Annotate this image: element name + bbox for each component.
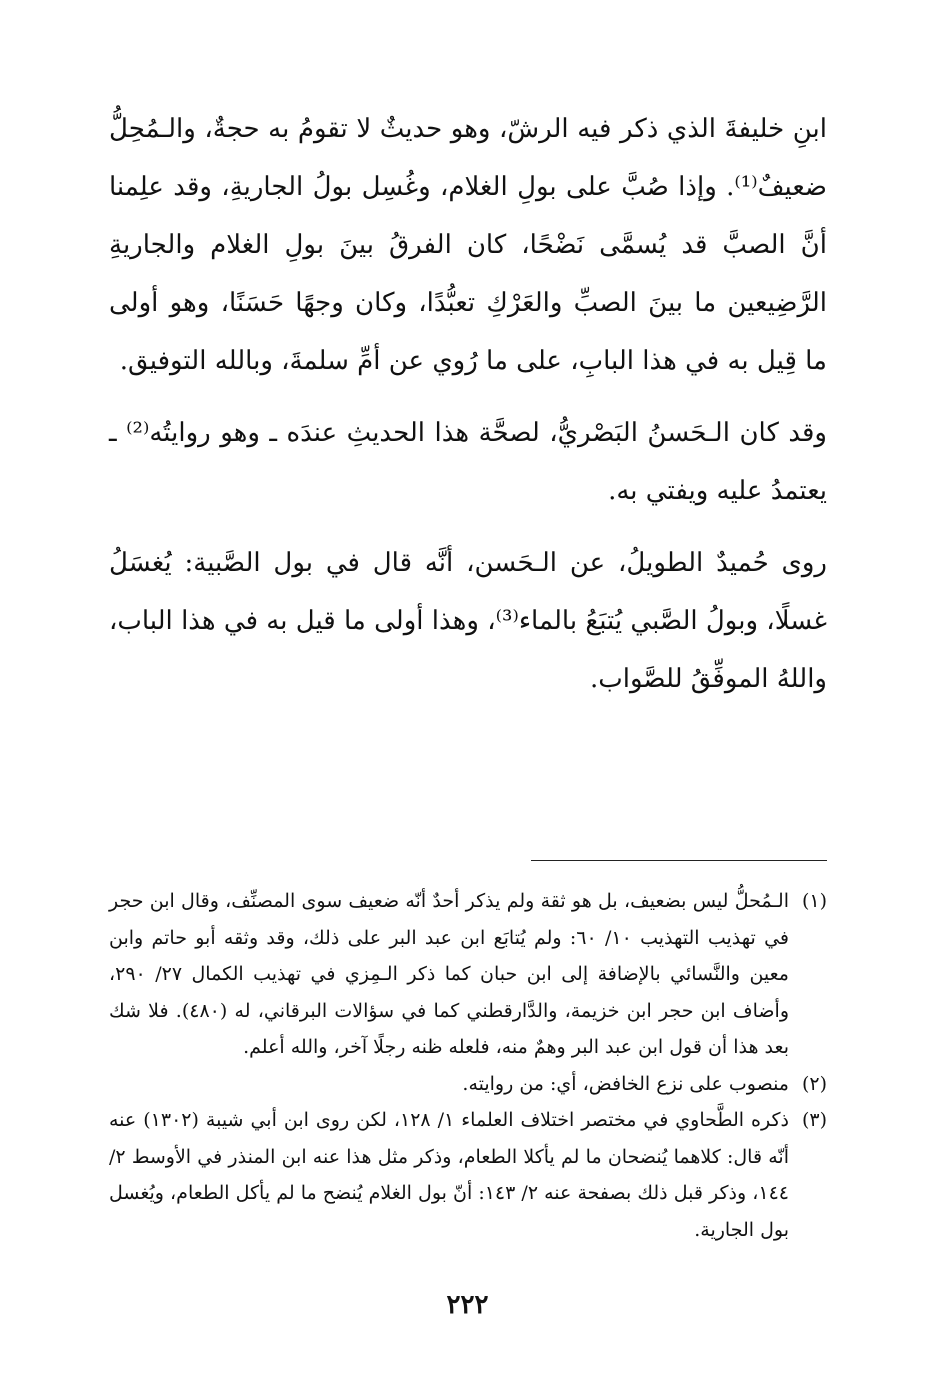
footnote-1	[109, 883, 827, 1066]
main-text	[109, 100, 827, 722]
footnote-2	[109, 1066, 827, 1103]
footnote-text: ذكره الطَّحاوي في مختصر اختلاف العلماء ١/ ١٢٨، لكن روى ابن أبي شيبة (١٣٠٢) عنه أنّه قال: كلاهما يُنضحان ما لم يأكلا الطعام، وذكر مثل هذا عنه ابن المنذر في الأوسط ٢/ ١٤٤، وذكر قبل ذلك بصفحة عنه ٢/ ١٤٣: أنّ بول الغلام يُنضح ما لم يأكل الطعام، ويُغسل بول الجارية.	[109, 1109, 789, 1241]
footnote-text: منصوب على نزع الخافض، أي: من روايته.	[462, 1072, 789, 1095]
footnote-number: (١)	[801, 890, 827, 912]
paragraph-1: ابنِ خليفةَ الذي ذكر فيه الرشّ، وهو حديثٌ لا تقومُ به حجةٌ، والـمُحِلُّ ضعيفٌ⁽¹⁾. وإذا صُبَّ على بولِ الغلام، وغُسِل بولُ الجاريةِ، وقد علِمنا أنَّ الصبَّ قد يُسمَّى نَضْحًا، كان الفرقُ بينَ بولِ الغلام والجاريةِ الرَّضِيعين ما بينَ الصبِّ والعَرْكِ تعبُّدًا، وكان وجهًا حَسَنًا، وهو أولى ما قِيل به في هذا البابِ، على ما رُوي عن أمِّ سلمةَ، وبالله التوفيق.	[109, 114, 827, 376]
footnote-text: الـمُحلُّ ليس بضعيف، بل هو ثقة ولم يذكر أحدٌ أنّه ضعيف سوى المصنِّف، وقال ابن حجر في تهذيب التهذيب ١٠/ ٦٠: ولم يُتابَع ابن عبد البر على ذلك، وقد وثقه أبو حاتم وابن معين والنَّسائي بالإضافة إلى ابن حبان كما ذكر الـمِزي في تهذيب الكمال ٢٧/ ٢٩٠، وأضاف ابن حجر ابن خزيمة، والدَّارقطني كما في سؤالات البرقاني، له (٤٨٠). فلا شك بعد هذا أن قول ابن عبد البر وهمٌ منه، فلعله ظنه رجلًا آخر، والله أعلم.	[109, 890, 789, 1058]
paragraph-2: وقد كان الـحَسنُ البَصْريُّ، لصحَّة هذا الحديثِ عندَه ـ وهو روايتُه⁽²⁾ ـ يعتمدُ عليه ويفتي به.	[109, 418, 827, 506]
footnotes	[109, 883, 827, 1248]
footnote-3	[109, 1102, 827, 1248]
footnote-separator	[531, 860, 827, 861]
page-number: ٢٢٢	[446, 1290, 489, 1320]
footnote-number: (٣)	[801, 1109, 827, 1131]
footnote-number: (٢)	[801, 1072, 827, 1095]
paragraph-3: روى حُميدٌ الطويلُ، عن الـحَسن، أنَّه قال في بول الصَّبية: يُغسَلُ غسلًا، وبولُ الصَّبي يُتبَعُ بالماء⁽³⁾، وهذا أولى ما قيل به في هذا الباب، واللهُ الموفِّقُ للصَّواب.	[109, 548, 827, 694]
